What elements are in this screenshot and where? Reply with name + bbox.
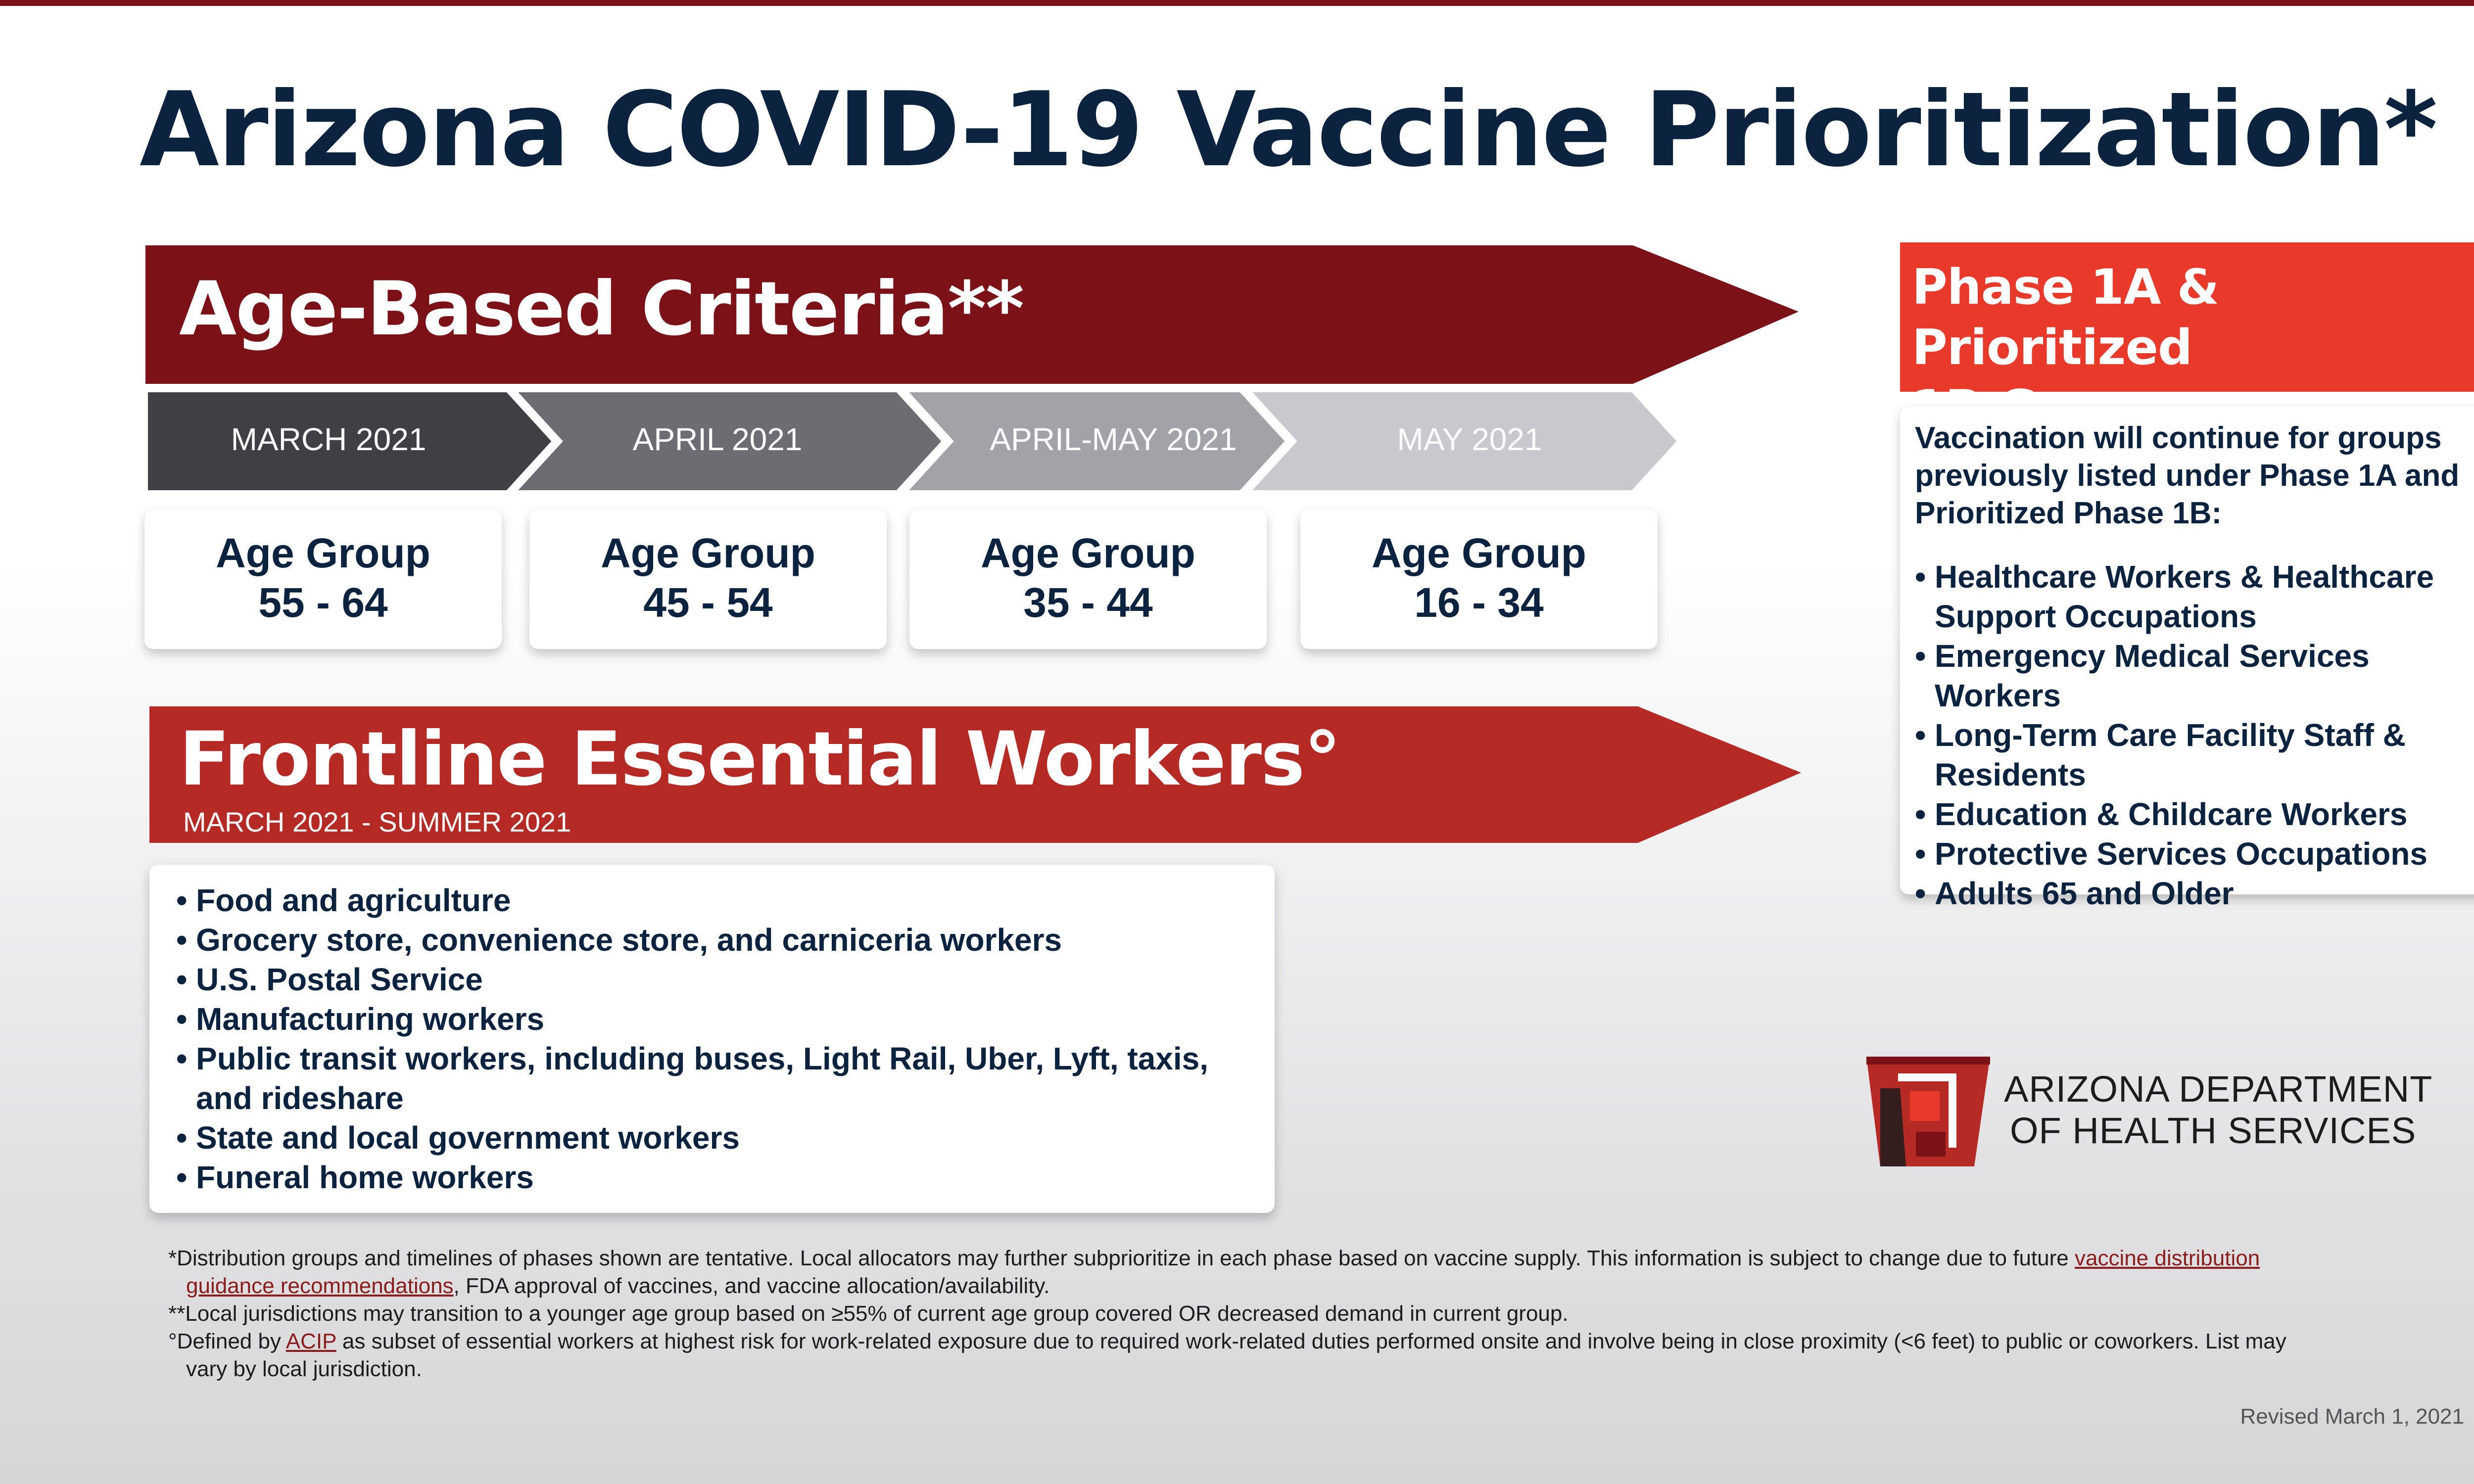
adhs-logo-text xyxy=(2004,1068,2432,1152)
frontline-workers-card xyxy=(149,865,1275,1213)
age-group-label: Age Group xyxy=(1372,530,1586,576)
list-item: • U.S. Postal Service xyxy=(176,960,1248,999)
footnote-essential-workers xyxy=(168,1328,2474,1355)
frontline-workers-title: Frontline Essential Workers° xyxy=(179,716,1340,802)
age-group-card-55-64 xyxy=(144,510,502,649)
footnote-text: °Defined by xyxy=(168,1329,286,1353)
list-item: • Public transit workers, including buses, Light Rail, Uber, Lyft, taxis, and rideshare xyxy=(176,1039,1248,1118)
age-group-label: Age Group xyxy=(981,530,1195,576)
list-item: • Protective Services Occupations xyxy=(1915,834,2474,874)
age-group-label: Age Group xyxy=(601,530,815,576)
list-item: • Manufacturing workers xyxy=(176,999,1248,1039)
age-group-label: Age Group xyxy=(216,530,430,576)
list-item: • Education & Childcare Workers xyxy=(1915,794,2474,834)
phase-1-intro: Vaccination will continue for groups previously listed under Phase 1A and Prioritized Phase 1B: xyxy=(1915,421,2460,530)
footnote-text: , FDA approval of vaccines, and vaccine allocation/availability. xyxy=(453,1274,1050,1298)
adhs-logo-mark xyxy=(1866,1057,1990,1166)
age-based-criteria-title: Age-Based Criteria** xyxy=(179,266,1024,352)
list-item: • State and local government workers xyxy=(176,1118,1248,1158)
list-item: • Food and agriculture xyxy=(176,881,1248,920)
phase-1-title-line1: Phase 1A & Prioritized xyxy=(1912,259,2219,376)
age-group-range: 45 - 54 xyxy=(643,579,773,626)
list-item: • Emergency Medical Services Workers xyxy=(1915,636,2474,715)
footnote-text: as subset of essential workers at highest risk for work-related exposure due to required work-related duties performed onsite and involve being in close proximity (<6 feet) to public or coworkers. List may xyxy=(336,1329,2286,1353)
footnotes xyxy=(168,1245,2474,1383)
frontline-workers-timeframe: MARCH 2021 - SUMMER 2021 xyxy=(183,806,571,837)
footnote-distribution-cont xyxy=(168,1272,2474,1300)
vaccine-distribution-link[interactable]: vaccine distribution xyxy=(2074,1246,2260,1270)
logo-line1: ARIZONA DEPARTMENT xyxy=(2004,1068,2433,1110)
phase-label-april-2021: APRIL 2021 xyxy=(632,421,803,457)
logo-line2: OF HEALTH SERVICES xyxy=(2010,1110,2417,1151)
guidance-recommendations-link[interactable]: guidance recommendations xyxy=(186,1274,454,1298)
list-item: • Adults 65 and Older xyxy=(1915,874,2474,913)
page-title: Arizona COVID-19 Vaccine Prioritization* xyxy=(140,70,2436,190)
footnote-distribution xyxy=(168,1245,2474,1272)
age-group-range: 55 - 64 xyxy=(258,579,388,626)
age-group-range: 35 - 44 xyxy=(1023,579,1153,626)
age-group-card-45-54 xyxy=(529,510,887,649)
list-item: • Grocery store, convenience store, and carniceria workers xyxy=(176,920,1248,960)
list-item: • Healthcare Workers & Healthcare Support Occupations xyxy=(1915,557,2474,636)
age-group-card-16-34 xyxy=(1300,510,1658,649)
frontline-workers-list xyxy=(176,881,1248,1197)
revised-date: Revised March 1, 2021 xyxy=(2240,1404,2464,1429)
phase-1-header xyxy=(1900,242,2474,392)
acip-link[interactable]: ACIP xyxy=(285,1329,336,1353)
phase-1-card xyxy=(1900,407,2474,911)
list-item: • Funeral home workers xyxy=(176,1158,1248,1197)
phase-1-list xyxy=(1915,557,2474,913)
phase-label-march-2021: MARCH 2021 xyxy=(231,421,427,457)
age-group-range: 16 - 34 xyxy=(1414,579,1544,626)
footnote-text: *Distribution groups and timelines of phases shown are tentative. Local allocators may further subprioritize in each phase based on vaccine supply. This information is subject to change due to future xyxy=(168,1246,2075,1270)
phase-label-april-may-2021: APRIL-MAY 2021 xyxy=(990,421,1237,457)
footnote-age-transition: **Local jurisdictions may transition to a younger age group based on ≥55% of current age group covered OR decreased demand in current group. xyxy=(168,1301,1569,1326)
phase-label-may-2021: MAY 2021 xyxy=(1397,421,1542,457)
age-group-card-35-44 xyxy=(909,510,1267,649)
footnote-essential-workers-cont: vary by local jurisdiction. xyxy=(186,1357,422,1381)
list-item: • Long-Term Care Facility Staff & Residents xyxy=(1915,715,2474,794)
